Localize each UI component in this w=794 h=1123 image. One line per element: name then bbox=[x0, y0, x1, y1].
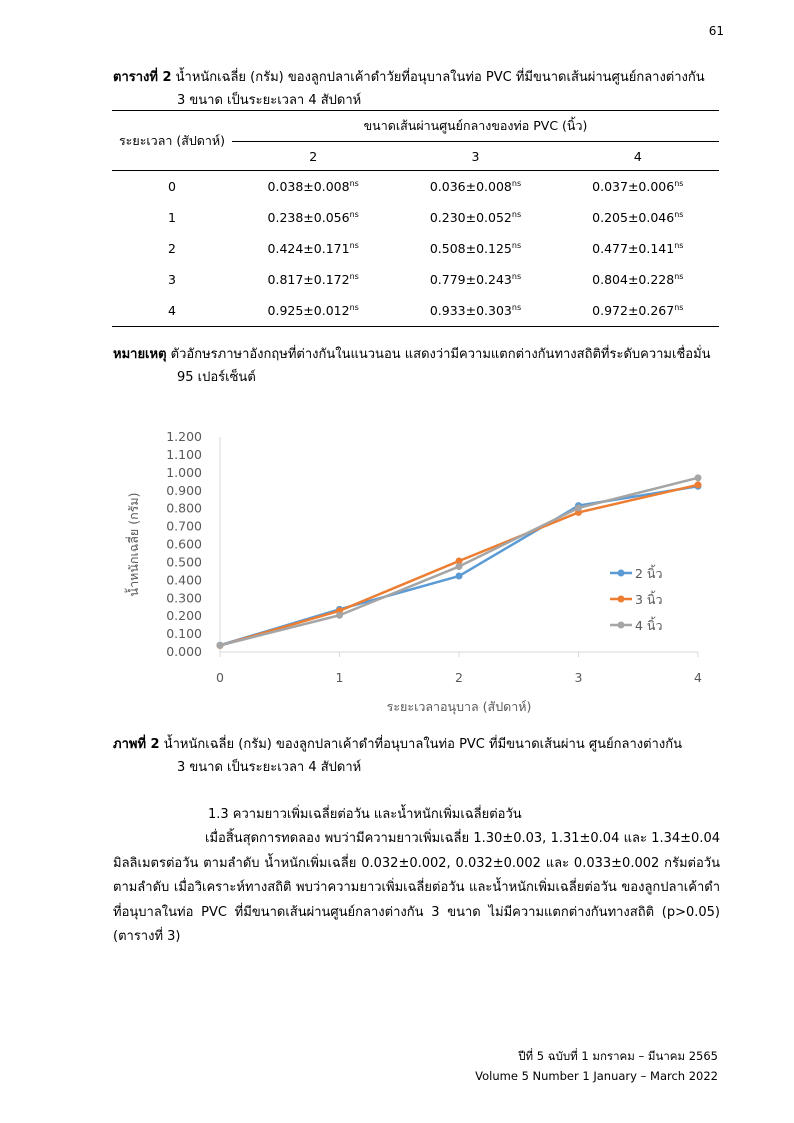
table-row bbox=[112, 295, 719, 327]
significance-mark: ns bbox=[674, 209, 684, 219]
col-size-header: ขนาดเส้นผ่านศูนย์กลางของท่อ PVC (นิ้ว) bbox=[232, 111, 719, 142]
y-tick-label: 0.600 bbox=[166, 536, 202, 552]
size-header: 3 bbox=[394, 142, 556, 171]
significance-mark: ns bbox=[349, 209, 359, 219]
value-cell bbox=[232, 171, 394, 203]
value-cell bbox=[557, 202, 719, 233]
weight-table bbox=[112, 110, 719, 327]
value-cell bbox=[394, 295, 556, 327]
footer-english: Volume 5 Number 1 January – March 2022 bbox=[475, 1069, 718, 1083]
table-row bbox=[112, 233, 719, 264]
footer-thai: ปีที่ 5 ฉบับที่ 1 มกราคม – มีนาคม 2565 bbox=[518, 1049, 718, 1063]
section-heading: 1.3 ความยาวเพิ่มเฉลี่ยต่อวัน และน้ำหนักเพิ่มเฉลี่ยต่อวัน bbox=[208, 807, 522, 822]
note-text-cont: 95 เปอร์เซ็นต์ bbox=[177, 370, 256, 385]
value-text: 0.925±0.012 bbox=[267, 303, 350, 319]
data-point bbox=[456, 563, 463, 570]
body-paragraph: เมื่อสิ้นสุดการทดลอง พบว่ามีความยาวเพิ่มเฉลี่ย 1.30±0.03, 1.31±0.04 และ 1.34±0.04 มิลลิเมตรต่อวัน ตามลำดับ น้ำหนักเพิ่มเฉลี่ย 0.032±0.002, 0.032±0.002 และ 0.033±0.002 กรัมต่อวัน ตามลำดับ เมื่อวิเคราะห์ทางสถิติ พบว่าความยาวเพิ่มเฉลี่ยต่อวัน และน้ำหนักเพิ่มเฉลี่ยต่อวัน ของลูกปลาเค้าดำที่อนุบาลในท่อ PVC ที่มีขนาดเส้นผ่านศูนย์กลางต่างกัน 3 ขนาด ไม่มีความแตกต่างกันทางสถิติ (p>0.05) (ตารางที่ 3) bbox=[113, 831, 720, 944]
value-text: 0.037±0.006 bbox=[592, 179, 675, 195]
significance-mark: ns bbox=[349, 302, 359, 312]
x-tick-label: 0 bbox=[216, 670, 224, 685]
y-tick-label: 0.700 bbox=[166, 518, 202, 534]
value-text: 0.779±0.243 bbox=[429, 272, 512, 288]
size-header: 4 bbox=[557, 142, 719, 171]
significance-mark: ns bbox=[349, 240, 359, 250]
table-caption-text: น้ำหนักเฉลี่ย (กรัม) ของลูกปลาเค้าดำวัยที่อนุบาลในท่อ PVC ที่มีขนาดเส้นผ่านศูนย์กลางต่างกัน bbox=[175, 70, 705, 85]
significance-mark: ns bbox=[511, 271, 522, 281]
legend-label: 2 นิ้ว bbox=[635, 566, 663, 581]
data-point bbox=[336, 612, 343, 619]
value-cell bbox=[557, 171, 719, 203]
x-tick-label: 1 bbox=[335, 670, 344, 685]
significance-mark: ns bbox=[511, 209, 522, 219]
x-tick-label: 4 bbox=[694, 670, 702, 685]
value-text: 0.205±0.046 bbox=[592, 210, 675, 226]
y-tick-label: 1.100 bbox=[166, 446, 202, 462]
value-cell bbox=[394, 233, 556, 264]
legend-marker bbox=[618, 570, 625, 577]
significance-mark: ns bbox=[511, 302, 522, 312]
x-axis-title: ระยะเวลาอนุบาล (สัปดาห์) bbox=[386, 699, 532, 714]
figure-caption-text-cont: 3 ขนาด เป็นระยะเวลา 4 สัปดาห์ bbox=[177, 760, 362, 775]
figure-caption bbox=[113, 733, 723, 779]
page-number: 61 bbox=[708, 24, 724, 38]
weight-chart bbox=[120, 420, 720, 730]
value-cell bbox=[232, 264, 394, 295]
value-cell bbox=[557, 264, 719, 295]
y-tick-label: 0.300 bbox=[166, 590, 202, 606]
value-text: 0.038±0.008 bbox=[267, 179, 350, 195]
y-tick-label: 0.400 bbox=[166, 572, 202, 588]
y-tick-label: 0.200 bbox=[166, 608, 202, 624]
y-axis-title: น้ำหนักเฉลี่ย (กรัม) bbox=[126, 492, 141, 597]
y-tick-label: 1.200 bbox=[166, 429, 202, 444]
value-text: 0.804±0.228 bbox=[592, 272, 675, 288]
value-cell bbox=[232, 233, 394, 264]
value-cell bbox=[232, 202, 394, 233]
data-point bbox=[456, 573, 463, 580]
legend-label: 3 นิ้ว bbox=[635, 592, 663, 607]
footer bbox=[475, 1046, 718, 1086]
y-tick-label: 0.500 bbox=[166, 554, 202, 570]
data-point bbox=[695, 481, 702, 488]
size-header: 2 bbox=[232, 142, 394, 171]
x-tick-label: 2 bbox=[455, 670, 463, 685]
legend-label: 4 นิ้ว bbox=[635, 618, 663, 633]
y-tick-label: 1.000 bbox=[166, 464, 202, 480]
week-cell: 4 bbox=[112, 295, 232, 327]
figure-caption-text: น้ำหนักเฉลี่ย (กรัม) ของลูกปลาเค้าดำที่อนุบาลในท่อ PVC ที่มีขนาดเส้นผ่าน ศูนย์กลางต่างกัน bbox=[163, 737, 682, 752]
significance-mark: ns bbox=[674, 178, 684, 188]
table-caption-text-cont: 3 ขนาด เป็นระยะเวลา 4 สัปดาห์ bbox=[177, 93, 362, 108]
value-cell bbox=[394, 171, 556, 203]
note-text: ตัวอักษรภาษาอังกฤษที่ต่างกันในแนวนอน แสดงว่ามีความแตกต่างกันทางสถิติที่ระดับความเชื่อมั่น bbox=[170, 347, 711, 362]
significance-mark: ns bbox=[674, 271, 684, 281]
value-text: 0.972±0.267 bbox=[592, 303, 675, 319]
weight-chart-svg bbox=[120, 420, 720, 730]
value-text: 0.230±0.052 bbox=[429, 210, 512, 226]
note-label: หมายเหตุ bbox=[113, 347, 167, 362]
data-point bbox=[695, 474, 702, 481]
data-point bbox=[575, 504, 582, 511]
week-cell: 3 bbox=[168, 272, 176, 287]
value-cell bbox=[557, 233, 719, 264]
x-tick-label: 3 bbox=[574, 670, 583, 685]
significance-mark: ns bbox=[511, 178, 522, 188]
week-cell: 2 bbox=[168, 241, 176, 256]
y-tick-label: 0.100 bbox=[166, 626, 202, 642]
value-text: 0.477±0.141 bbox=[592, 241, 675, 257]
figure-caption-label: ภาพที่ 2 bbox=[113, 737, 160, 752]
value-text: 0.036±0.008 bbox=[429, 179, 512, 195]
data-point bbox=[217, 642, 224, 649]
significance-mark: ns bbox=[674, 240, 684, 250]
value-text: 0.238±0.056 bbox=[267, 210, 350, 226]
legend-marker bbox=[618, 596, 625, 603]
value-cell bbox=[394, 202, 556, 233]
table-row bbox=[112, 202, 719, 233]
table-note bbox=[113, 343, 723, 389]
table-row bbox=[112, 264, 719, 295]
y-tick-label: 0.000 bbox=[166, 644, 202, 659]
significance-mark: ns bbox=[511, 240, 522, 250]
value-text: 0.933±0.303 bbox=[429, 303, 512, 319]
table-caption-label: ตารางที่ 2 bbox=[113, 70, 172, 85]
table-row bbox=[112, 171, 719, 203]
week-cell: 0 bbox=[168, 179, 176, 194]
week-cell: 1 bbox=[168, 210, 176, 225]
value-cell bbox=[232, 295, 394, 327]
col-time-header: ระยะเวลา (สัปดาห์) bbox=[112, 111, 232, 171]
value-cell bbox=[394, 264, 556, 295]
significance-mark: ns bbox=[349, 271, 359, 281]
significance-mark: ns bbox=[674, 302, 684, 312]
table-caption bbox=[113, 66, 723, 112]
value-cell bbox=[557, 295, 719, 327]
significance-mark: ns bbox=[349, 178, 359, 188]
legend-marker bbox=[618, 622, 625, 629]
value-text: 0.424±0.171 bbox=[267, 241, 350, 257]
value-text: 0.508±0.125 bbox=[429, 241, 512, 257]
y-tick-label: 0.900 bbox=[166, 482, 202, 498]
y-tick-label: 0.800 bbox=[166, 500, 202, 516]
value-text: 0.817±0.172 bbox=[267, 272, 350, 288]
